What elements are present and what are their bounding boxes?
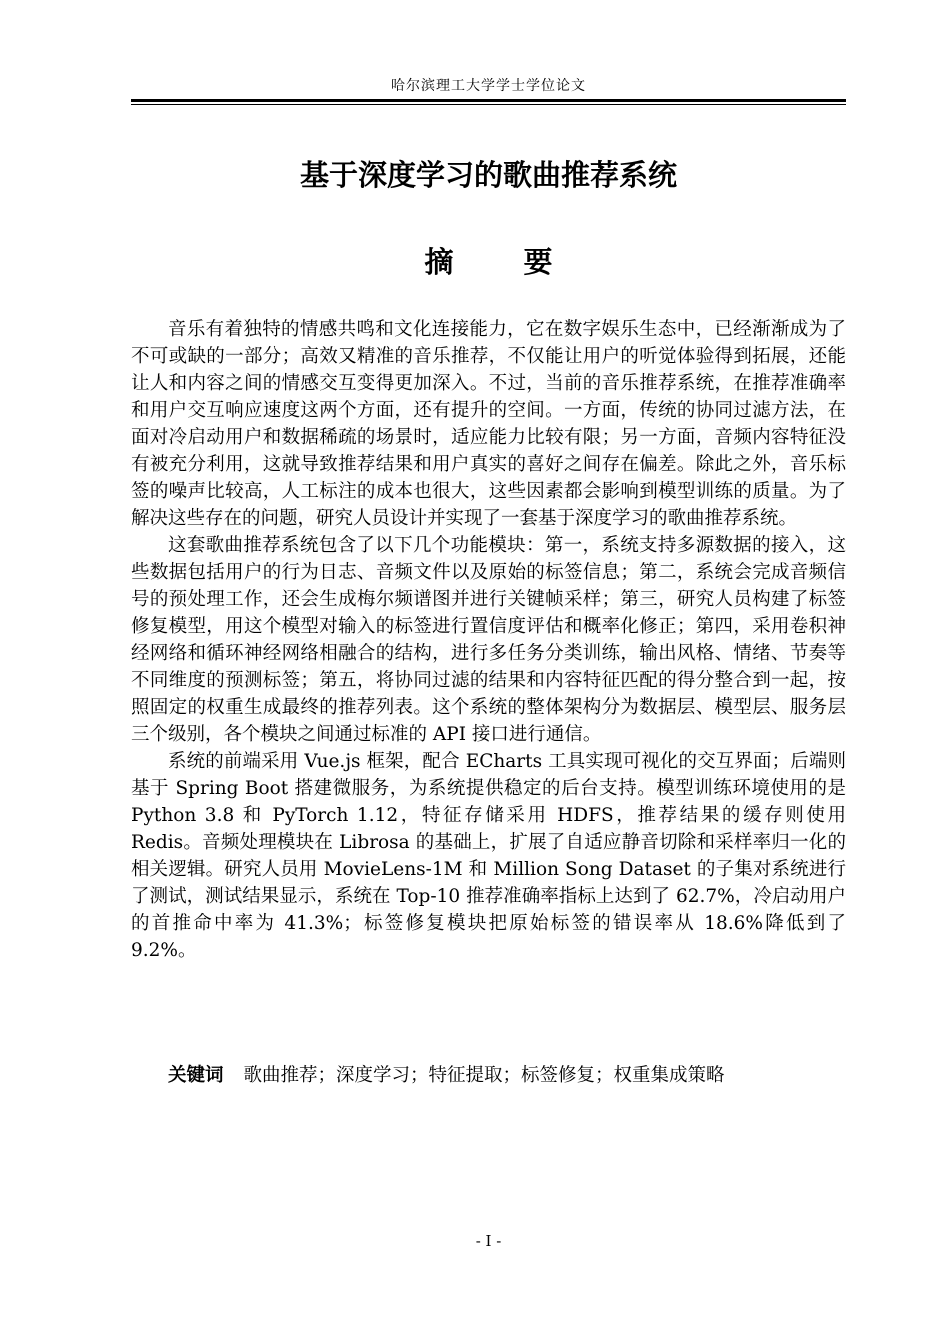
keywords-line xyxy=(131,1062,846,1090)
keywords-label: 关键词 xyxy=(168,1065,224,1086)
paper-title: 基于深度学习的歌曲推荐系统 xyxy=(299,158,677,192)
abstract-heading-right: 要 xyxy=(523,245,553,279)
abstract-heading xyxy=(131,240,846,284)
header-rule-thick xyxy=(131,99,846,102)
header-rule-thin xyxy=(131,104,846,105)
abstract-paragraph-3: 系统的前端采用 Vue.js 框架，配合 ECharts 工具实现可视化的交互界面；后端则基于 Spring Boot 搭建微服务，为系统提供稳定的后台支持。模型训练环境使用的是 Python 3.8 和 PyTorch 1.12，特征存储采用 HDFS，推荐结果的缓存则使用 Redis。音频处理模块在 Librosa 的基础上，扩展了自适应静音切除和采样率归一化的相关逻辑。研究人员用 MovieLens-1M 和 Million Song Dataset 的子集对系统进行了测试，测试结果显示，系统在 Top-10 推荐准确率指标上达到了 62.7%，冷启动用户的首推命中率为 41.3%；标签修复模块把原始标签的错误率从 18.6%降低到了 9.2%。 xyxy=(131,751,846,961)
abstract-paragraph-1: 音乐有着独特的情感共鸣和文化连接能力，它在数字娱乐生态中，已经渐渐成为了不可或缺的一部分；高效又精准的音乐推荐，不仅能让用户的听觉体验得到拓展，还能让人和内容之间的情感交互变得更加深入。不过，当前的音乐推荐系统，在推荐准确率和用户交互响应速度这两个方面，还有提升的空间。一方面，传统的协同过滤方法，在面对冷启动用户和数据稀疏的场景时，适应能力比较有限；另一方面，音频内容特征没有被充分利用，这就导致推荐结果和用户真实的喜好之间存在偏差。除此之外，音乐标签的噪声比较高，人工标注的成本也很大，这些因素都会影响到模型训练的质量。为了解决这些存在的问题，研究人员设计并实现了一套基于深度学习的歌曲推荐系统。 xyxy=(131,319,846,529)
abstract-body xyxy=(131,316,846,964)
abstract-heading-left: 摘 xyxy=(424,245,454,279)
page-number: - I - xyxy=(475,1232,502,1250)
keywords-text: 歌曲推荐；深度学习；特征提取；标签修复；权重集成策略 xyxy=(243,1065,725,1086)
abstract-paragraph-2: 这套歌曲推荐系统包含了以下几个功能模块：第一，系统支持多源数据的接入，这些数据包括用户的行为日志、音频文件以及原始的标签信息；第二，系统会完成音频信号的预处理工作，还会生成梅尔频谱图并进行关键帧采样；第三，研究人员构建了标签修复模型，用这个模型对输入的标签进行置信度评估和概率化修正；第四，采用卷积神经网络和循环神经网络相融合的结构，进行多任务分类训练，输出风格、情绪、节奏等不同维度的预测标签；第五，将协同过滤的结果和内容特征匹配的得分整合到一起，按照固定的权重生成最终的推荐列表。这个系统的整体架构分为数据层、模型层、服务层三个级别，各个模块之间通过标准的 API 接口进行通信。 xyxy=(131,535,846,745)
running-header: 哈尔滨理工大学学士学位论文 xyxy=(391,78,586,94)
